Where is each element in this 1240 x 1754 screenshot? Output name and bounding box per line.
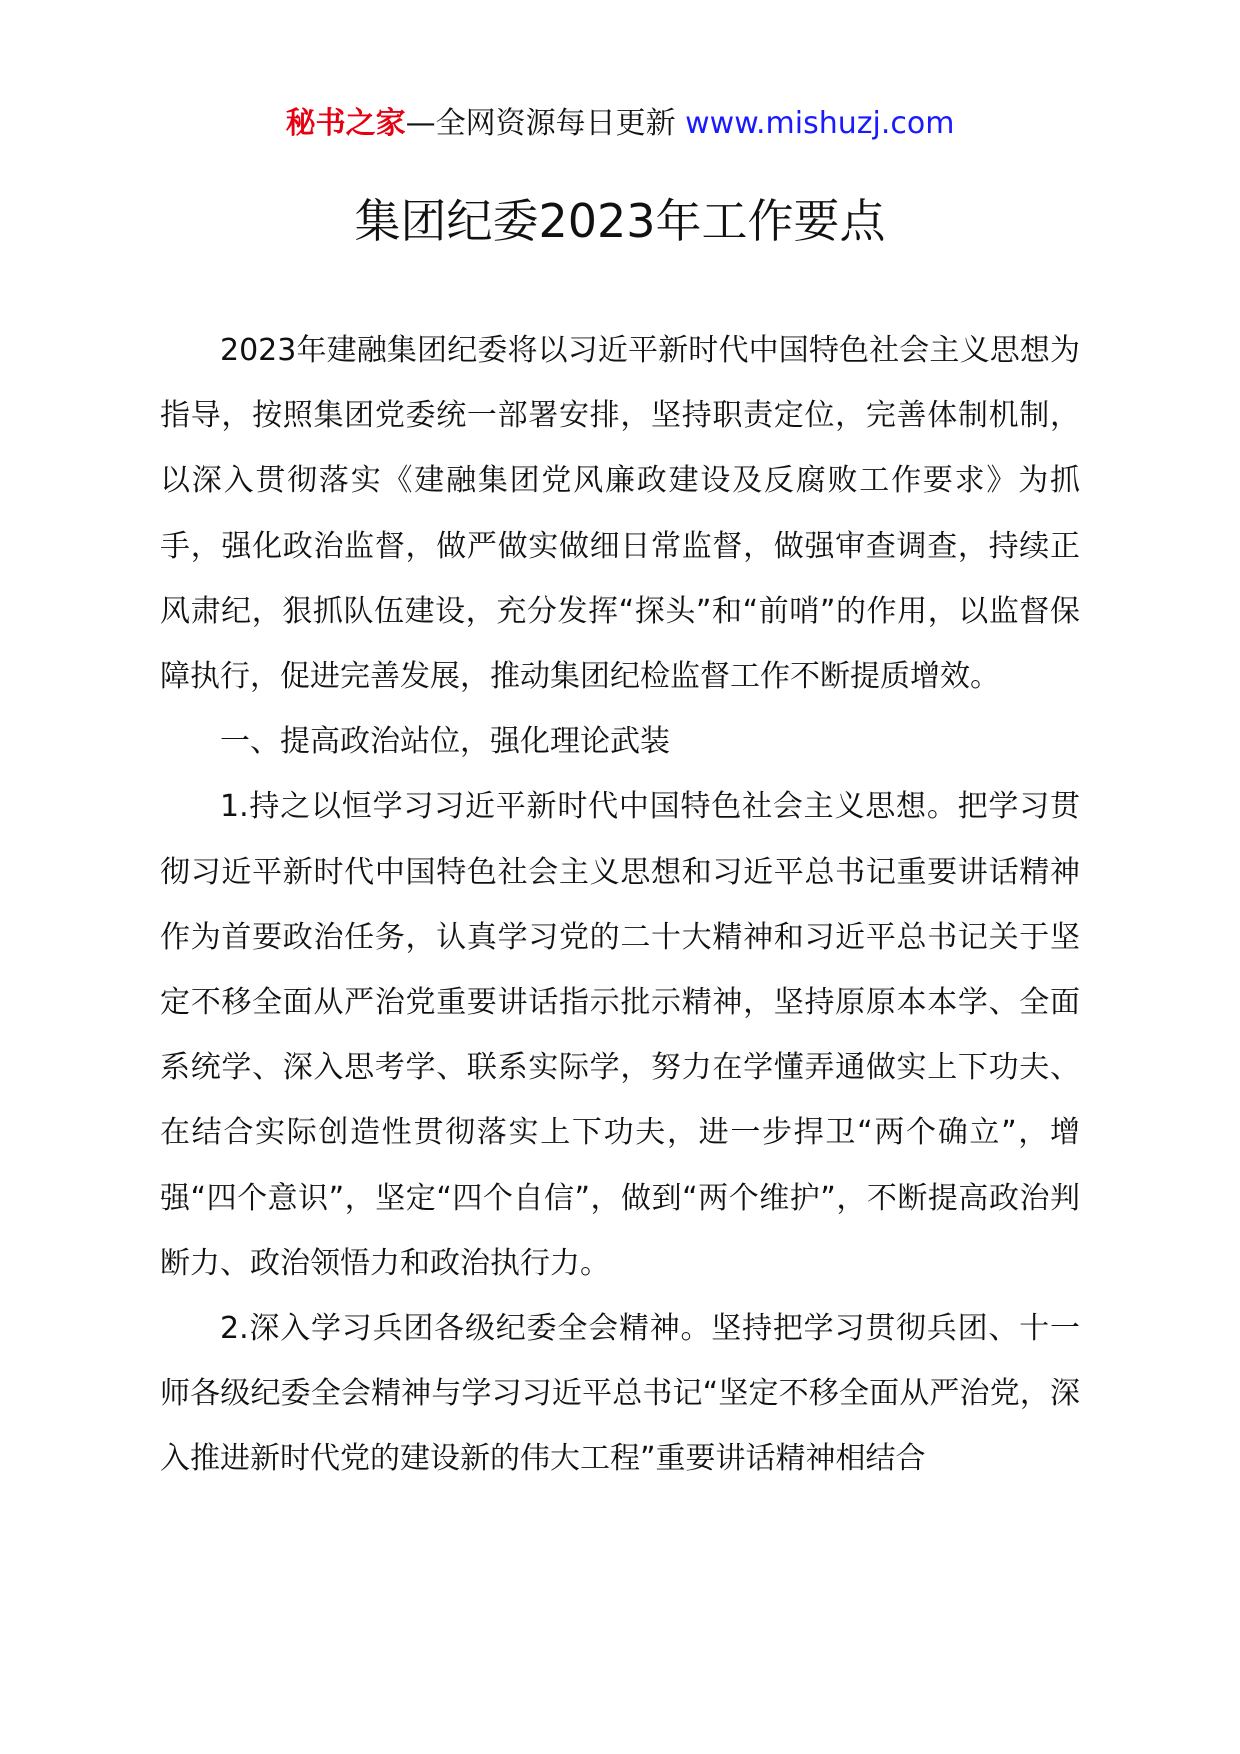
- site-url-link[interactable]: www.mishuzj.com: [685, 106, 955, 141]
- intro-paragraph: 2023年建融集团纪委将以习近平新时代中国特色社会主义思想为指导，按照集团党委统一部署安排，坚持职责定位，完善体制机制，以深入贯彻落实《建融集团党风廉政建设及反腐败工作要求》为抓手，强化政治监督，做严做实做细日常监督，做强审查调查，持续正风肃纪，狠抓队伍建设，充分发挥“探头”和“前哨”的作用，以监督保障执行，促进完善发展，推动集团纪检监督工作不断提质增效。: [160, 333, 1080, 695]
- site-slogan: —全网资源每日更新: [405, 106, 686, 141]
- item-paragraph-2: 2.深入学习兵团各级纪委全会精神。坚持把学习贯彻兵团、十一师各级纪委全会精神与学习习近平总书记“坚定不移全面从严治党，深入推进新时代党的建设新的伟大工程”重要讲话精神相结合: [160, 1311, 1080, 1477]
- site-brand: 秘书之家: [285, 106, 406, 141]
- document-title: 集团纪委2023年工作要点: [354, 194, 886, 248]
- document-body: [160, 318, 1080, 1492]
- item-paragraph-1: 1.持之以恒学习习近平新时代中国特色社会主义思想。把学习贯彻习近平新时代中国特色社会主义思想和习近平总书记重要讲话精神作为首要政治任务，认真学习党的二十大精神和习近平总书记关于坚定不移全面从严治党重要讲话指示批示精神，坚持原原本本学、全面系统学、深入思考学、联系实际学，努力在学懂弄通做实上下功夫、在结合实际创造性贯彻落实上下功夫，进一步捍卫“两个确立”，增强“四个意识”，坚定“四个自信”，做到“两个维护”，不断提高政治判断力、政治领悟力和政治执行力。: [160, 789, 1080, 1281]
- site-header: [0, 100, 1240, 148]
- section-heading-1: 一、提高政治站位，强化理论武装: [220, 724, 670, 760]
